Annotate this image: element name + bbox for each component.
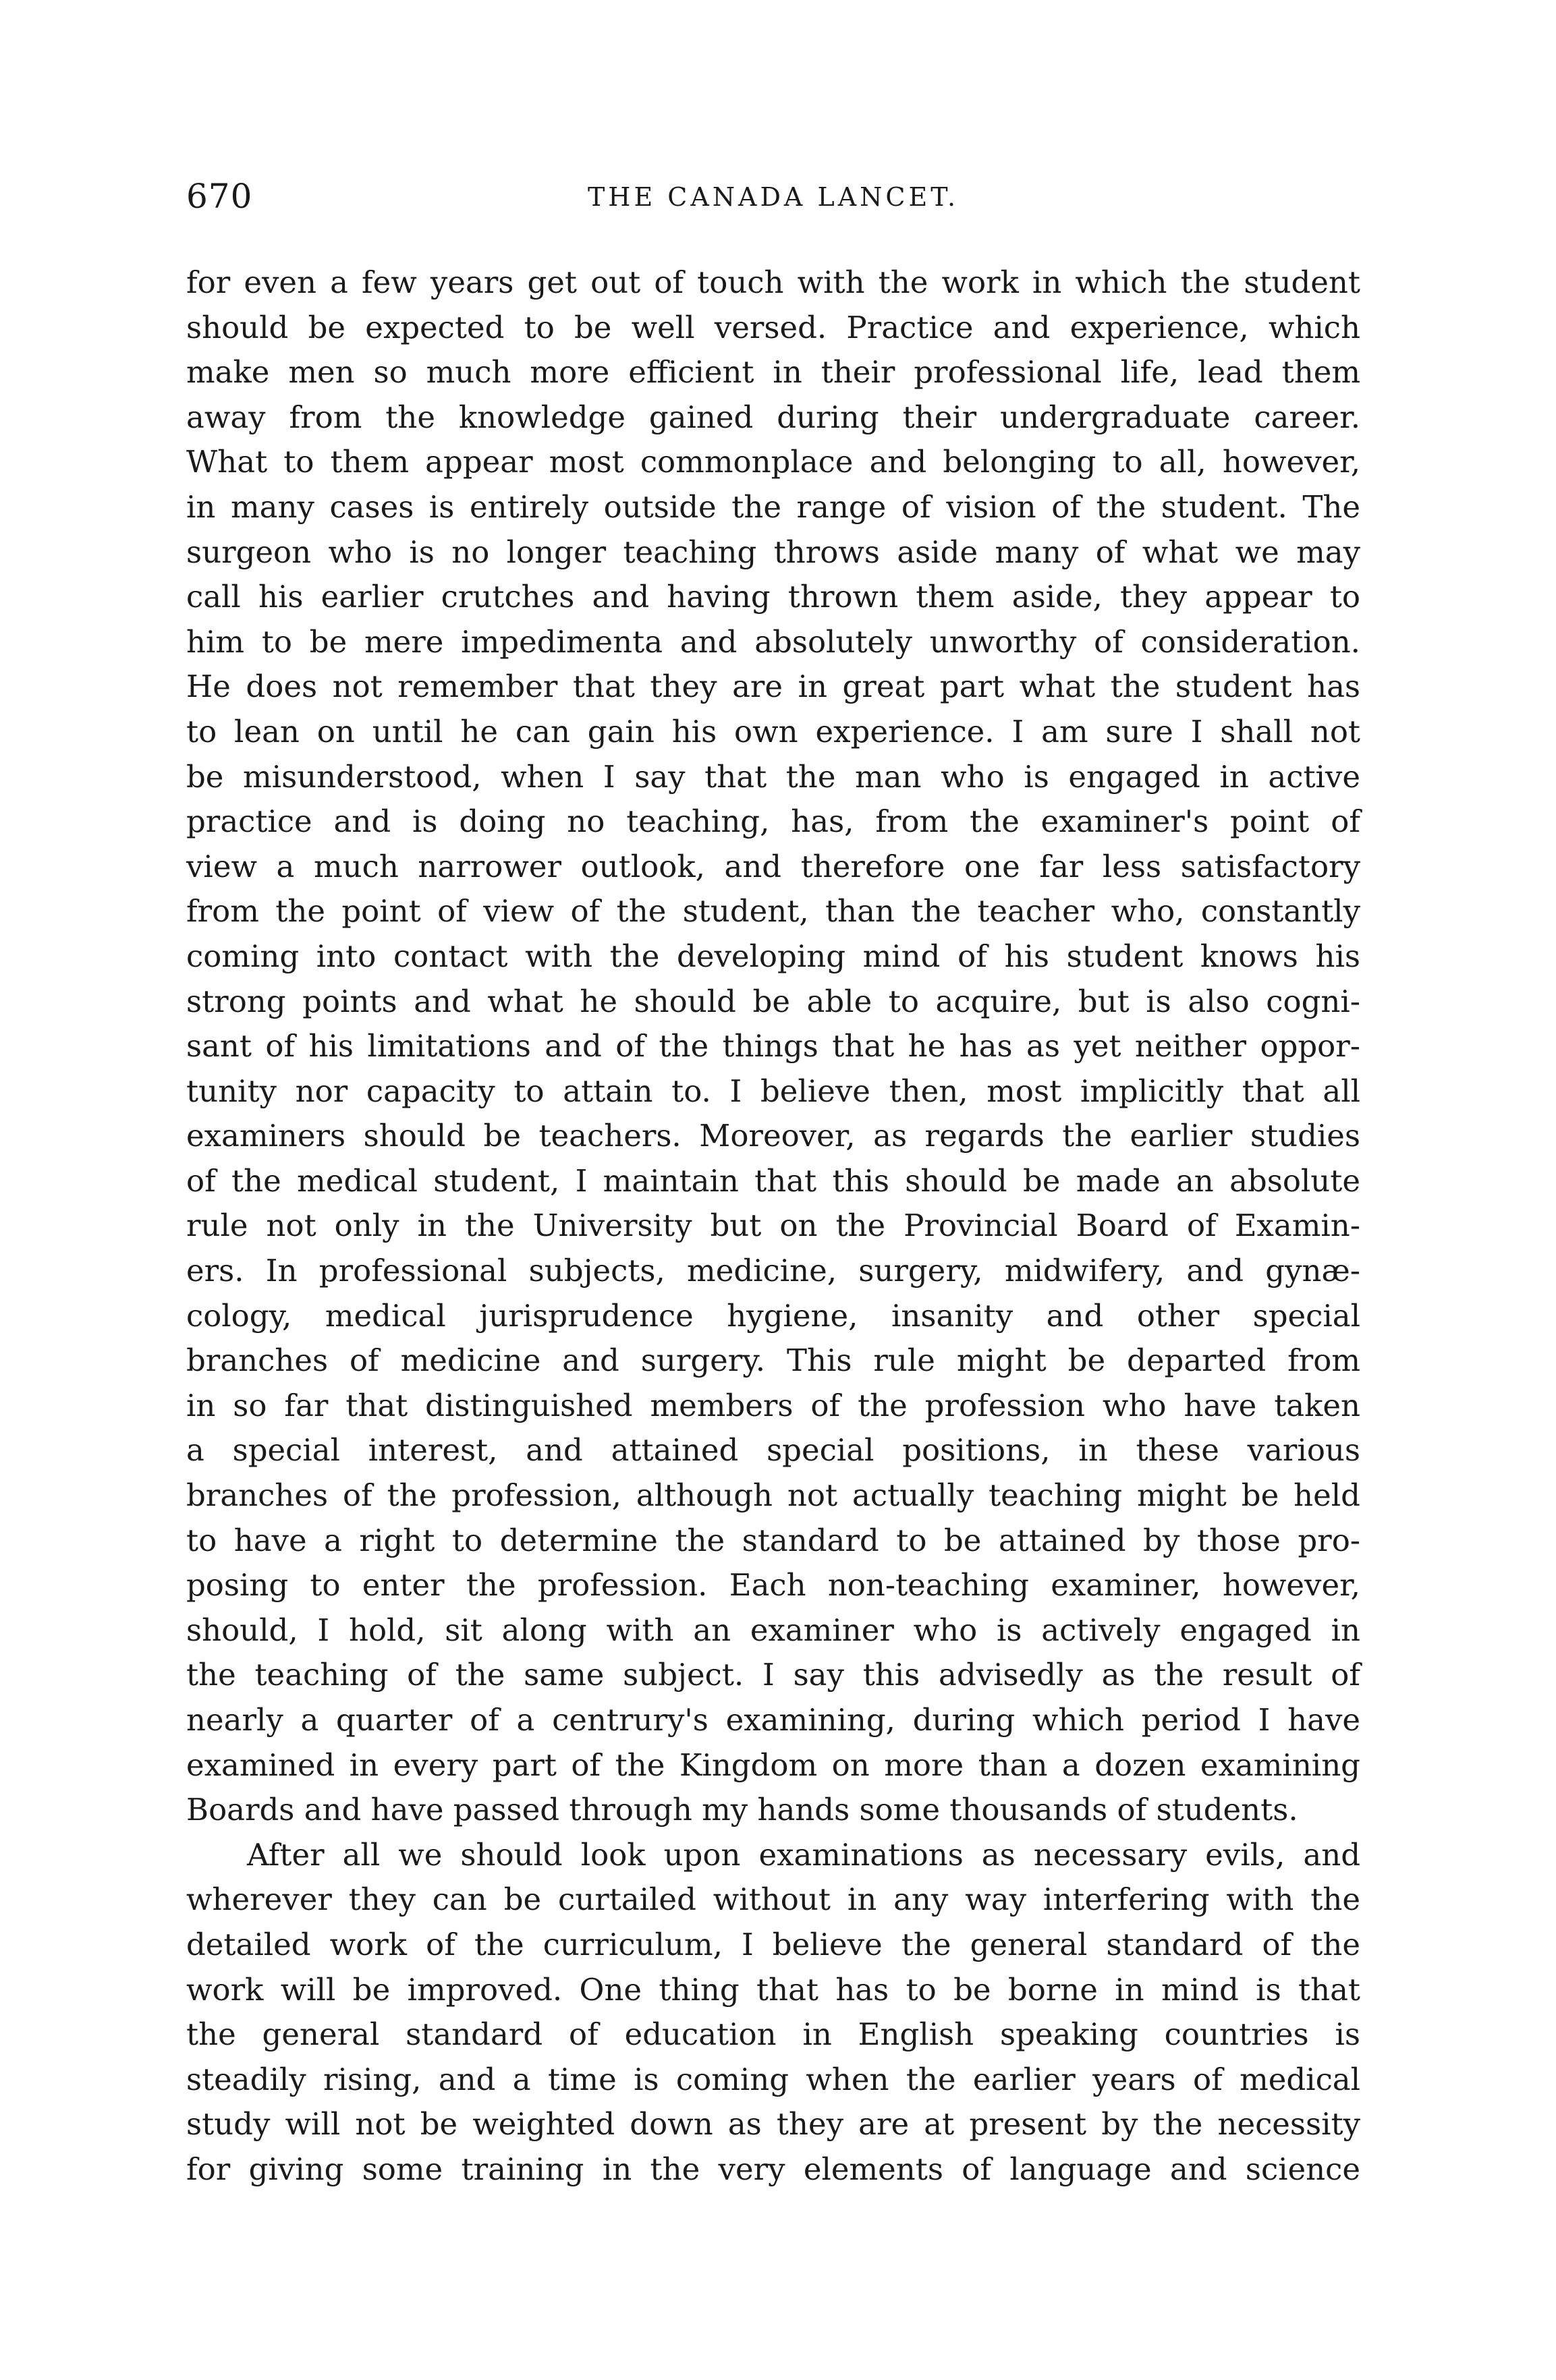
text-line: view a much narrower outlook, and therefore one far less satisfactory bbox=[186, 848, 1360, 884]
text-line: nearly a quarter of a centrury's examining, during which period I have bbox=[186, 1702, 1360, 1738]
text-line: detailed work of the curriculum, I believe the general standard of the bbox=[186, 1926, 1360, 1962]
text-line: for giving some training in the very elements of language and science bbox=[186, 2151, 1360, 2187]
text-line: Boards and have passed through my hands some thousands of students. bbox=[186, 1792, 1298, 1828]
text-line: to lean on until he can gain his own experience. I am sure I shall not bbox=[186, 713, 1360, 749]
text-line: make men so much more efficient in their professional life, lead them bbox=[186, 354, 1360, 391]
text-line: be misunderstood, when I say that the man who is engaged in active bbox=[186, 758, 1360, 795]
text-line: in many cases is entirely outside the range of vision of the student. The bbox=[186, 488, 1360, 525]
text-line: surgeon who is no longer teaching throws aside many of what we may bbox=[186, 534, 1360, 570]
text-line: coming into contact with the developing mind of his student knows his bbox=[186, 938, 1360, 974]
text-line: work will be improved. One thing that has to be borne in mind is that bbox=[186, 1971, 1360, 2008]
text-line: sant of his limitations and of the things that he has as yet neither oppor- bbox=[186, 1028, 1360, 1065]
page-header bbox=[186, 177, 1360, 224]
text-line: study will not be weighted down as they are at present by the necessity bbox=[186, 2106, 1360, 2143]
text-line: away from the knowledge gained during their undergraduate career. bbox=[186, 399, 1360, 435]
text-line: steadily rising, and a time is coming when the earlier years of medical bbox=[186, 2061, 1360, 2097]
text-line: examined in every part of the Kingdom on more than a dozen examining bbox=[186, 1747, 1360, 1783]
text-line: ers. In professional subjects, medicine, surgery, midwifery, and gynæ- bbox=[186, 1253, 1360, 1289]
text-line: a special interest, and attained special positions, in these various bbox=[186, 1432, 1360, 1469]
text-line: the teaching of the same subject. I say this advisedly as the result of bbox=[186, 1657, 1360, 1693]
text-line: should, I hold, sit along with an examiner who is actively engaged in bbox=[186, 1612, 1360, 1648]
text-line: practice and is doing no teaching, has, from the examiner's point of bbox=[186, 803, 1360, 840]
text-line: for even a few years get out of touch with the work in which the student bbox=[186, 264, 1360, 300]
body-text bbox=[186, 260, 1360, 2192]
text-line: What to them appear most commonplace and belonging to all, however, bbox=[186, 444, 1360, 480]
text-line: examiners should be teachers. Moreover, as regards the earlier studies bbox=[186, 1118, 1360, 1154]
text-line: branches of medicine and surgery. This rule might be departed from bbox=[186, 1342, 1360, 1379]
text-line: posing to enter the profession. Each non-teaching examiner, however, bbox=[186, 1567, 1360, 1604]
text-line: strong points and what he should be able to acquire, but is also cogni- bbox=[186, 983, 1360, 1019]
text-line: He does not remember that they are in great part what the student has bbox=[186, 669, 1360, 705]
text-line: After all we should look upon examinations as necessary evils, and bbox=[247, 1836, 1360, 1873]
text-line: the general standard of education in English speaking countries is bbox=[186, 2016, 1360, 2053]
text-line: branches of the profession, although not actually teaching might be held bbox=[186, 1477, 1360, 1514]
text-line: to have a right to determine the standard to be attained by those pro- bbox=[186, 1522, 1360, 1558]
text-line: of the medical student, I maintain that this should be made an absolute bbox=[186, 1162, 1360, 1199]
text-line: rule not only in the University but on the Provincial Board of Examin- bbox=[186, 1208, 1360, 1244]
running-title: THE CANADA LANCET. bbox=[587, 182, 960, 212]
text-line: him to be mere impedimenta and absolutely unworthy of consideration. bbox=[186, 623, 1360, 660]
text-line: call his earlier crutches and having thrown them aside, they appear to bbox=[186, 579, 1360, 615]
text-line: wherever they can be curtailed without in any way interfering with the bbox=[186, 1881, 1360, 1918]
text-line: cology, medical jurisprudence hygiene, insanity and other special bbox=[186, 1297, 1360, 1334]
page-number: 670 bbox=[186, 177, 253, 216]
text-line: from the point of view of the student, than the teacher who, constantly bbox=[186, 893, 1360, 930]
text-line: tunity nor capacity to attain to. I believe then, most implicitly that all bbox=[186, 1073, 1360, 1109]
text-line: in so far that distinguished members of the profession who have taken bbox=[186, 1387, 1360, 1423]
text-line: should be expected to be well versed. Practice and experience, which bbox=[186, 309, 1360, 345]
